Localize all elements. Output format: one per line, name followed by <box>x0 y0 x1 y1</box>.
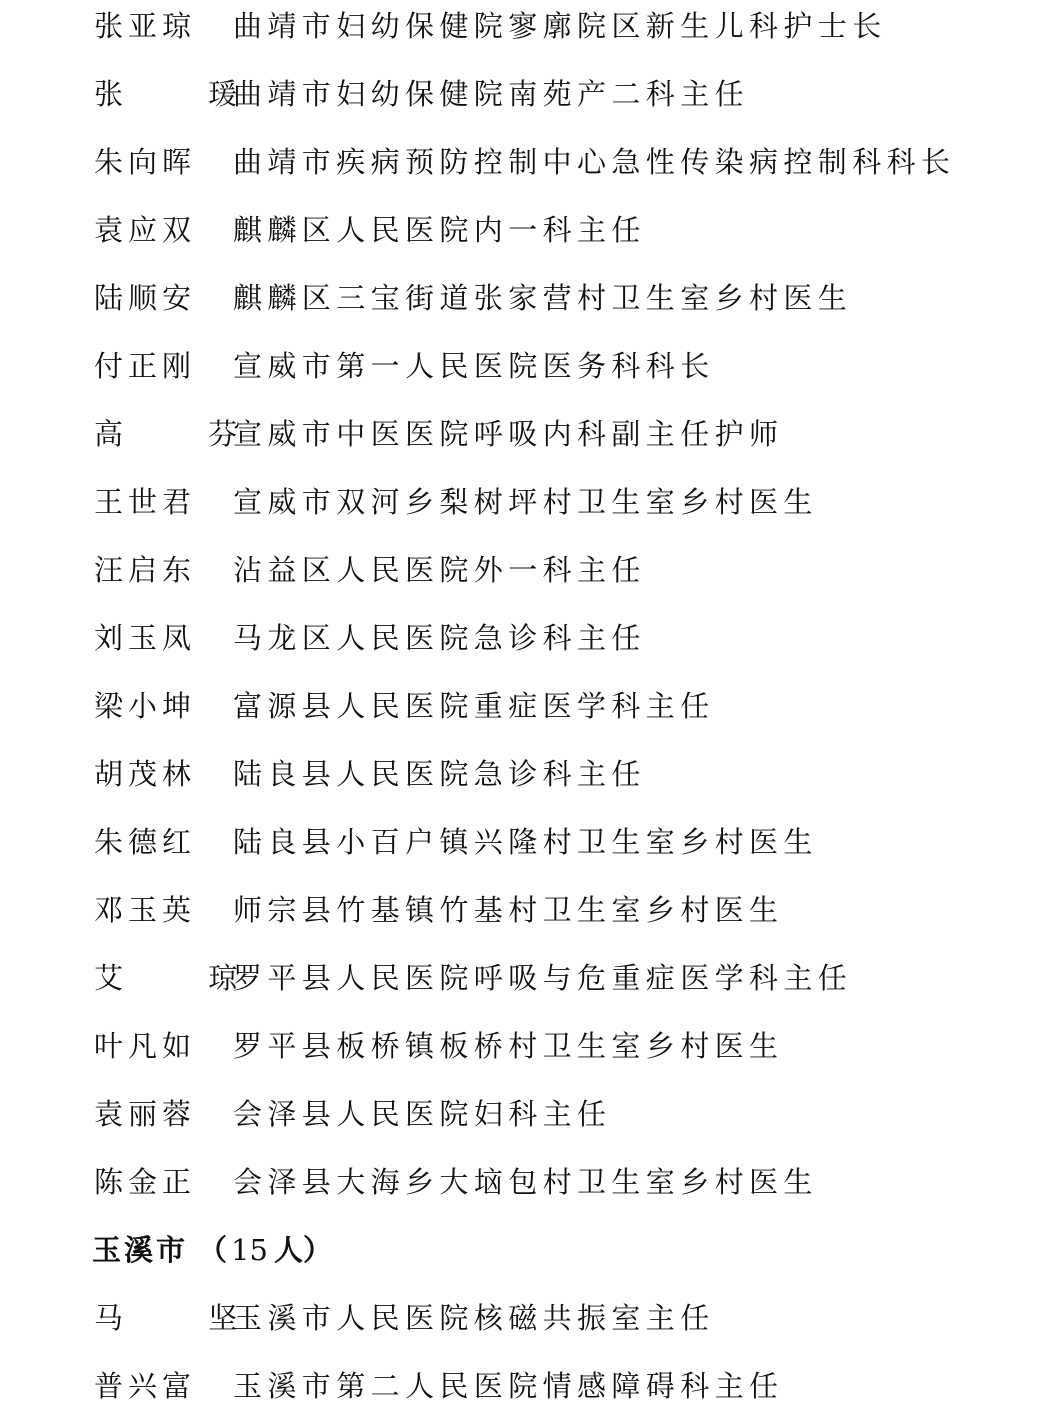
person-name: 袁丽蓉 <box>94 1097 197 1131</box>
person-title: 罗平县人民医院呼吸与危重症医学科主任 <box>233 961 853 995</box>
person-name: 艾 琼 <box>94 961 276 995</box>
person-title: 会泽县大海乡大垴包村卫生室乡村医生 <box>233 1165 818 1199</box>
person-title: 宣威市双河乡梨树坪村卫生室乡村医生 <box>233 485 818 519</box>
section-unit: 人） <box>273 1233 332 1267</box>
person-title: 麒麟区人民医院内一科主任 <box>233 213 646 247</box>
person-name: 邓玉英 <box>94 893 197 927</box>
list-item <box>0 414 1051 454</box>
person-name: 王世君 <box>94 485 197 519</box>
person-name: 袁应双 <box>94 213 197 247</box>
person-title: 陆良县小百户镇兴隆村卫生室乡村医生 <box>233 825 818 859</box>
list-item <box>0 890 1051 930</box>
person-name: 胡茂林 <box>94 757 197 791</box>
person-name: 梁小坤 <box>94 689 197 723</box>
person-name: 刘玉凤 <box>94 621 197 655</box>
section-region: 玉溪市 <box>92 1233 189 1267</box>
person-name: 张 瑗 <box>94 77 276 111</box>
person-title: 会泽县人民医院妇科主任 <box>233 1097 612 1131</box>
list-item <box>0 1298 1051 1338</box>
list-item <box>0 278 1051 318</box>
list-item <box>0 822 1051 862</box>
person-title: 宣威市第一人民医院医务科科长 <box>233 349 715 383</box>
person-title: 宣威市中医医院呼吸内科副主任护师 <box>233 417 784 451</box>
list-item <box>0 618 1051 658</box>
person-name: 陆顺安 <box>94 281 197 315</box>
person-title: 沾益区人民医院外一科主任 <box>233 553 646 587</box>
list-item <box>0 482 1051 522</box>
person-name: 高 芬 <box>94 417 276 451</box>
person-title: 罗平县板桥镇板桥村卫生室乡村医生 <box>233 1029 784 1063</box>
list-item <box>0 1162 1051 1202</box>
person-name: 朱向晖 <box>94 145 197 179</box>
list-item <box>0 210 1051 250</box>
person-name: 张亚琼 <box>94 9 197 43</box>
section-paren-open: （ <box>198 1233 228 1267</box>
person-title: 马龙区人民医院急诊科主任 <box>233 621 646 655</box>
person-title: 曲靖市妇幼保健院寥廓院区新生儿科护士长 <box>233 9 887 43</box>
person-title: 曲靖市妇幼保健院南苑产二科主任 <box>233 77 750 111</box>
person-name: 普兴富 <box>94 1369 197 1403</box>
person-name: 马 坚 <box>94 1301 276 1335</box>
list-item <box>0 686 1051 726</box>
person-title: 师宗县竹基镇竹基村卫生室乡村医生 <box>233 893 784 927</box>
list-item <box>0 74 1051 114</box>
person-title: 麒麟区三宝街道张家营村卫生室乡村医生 <box>233 281 853 315</box>
person-title: 玉溪市人民医院核磁共振室主任 <box>233 1301 715 1335</box>
section-count: 15 <box>231 1233 268 1267</box>
list-item <box>0 1094 1051 1134</box>
list-item <box>0 346 1051 386</box>
list-item <box>0 6 1051 46</box>
person-name: 汪启东 <box>94 553 197 587</box>
person-title: 富源县人民医院重症医学科主任 <box>233 689 715 723</box>
person-name: 朱德红 <box>94 825 197 859</box>
section-heading <box>92 1230 332 1270</box>
list-item <box>0 550 1051 590</box>
person-title: 陆良县人民医院急诊科主任 <box>233 757 646 791</box>
list-item <box>0 142 1051 182</box>
list-item <box>0 754 1051 794</box>
person-name: 陈金正 <box>94 1165 197 1199</box>
person-title: 玉溪市第二人民医院情感障碍科主任 <box>233 1369 784 1403</box>
person-title: 曲靖市疾病预防控制中心急性传染病控制科科长 <box>233 145 956 179</box>
list-item <box>0 1366 1051 1406</box>
person-name: 付正刚 <box>94 349 197 383</box>
list-item <box>0 1026 1051 1066</box>
list-item <box>0 958 1051 998</box>
person-name: 叶凡如 <box>94 1029 197 1063</box>
